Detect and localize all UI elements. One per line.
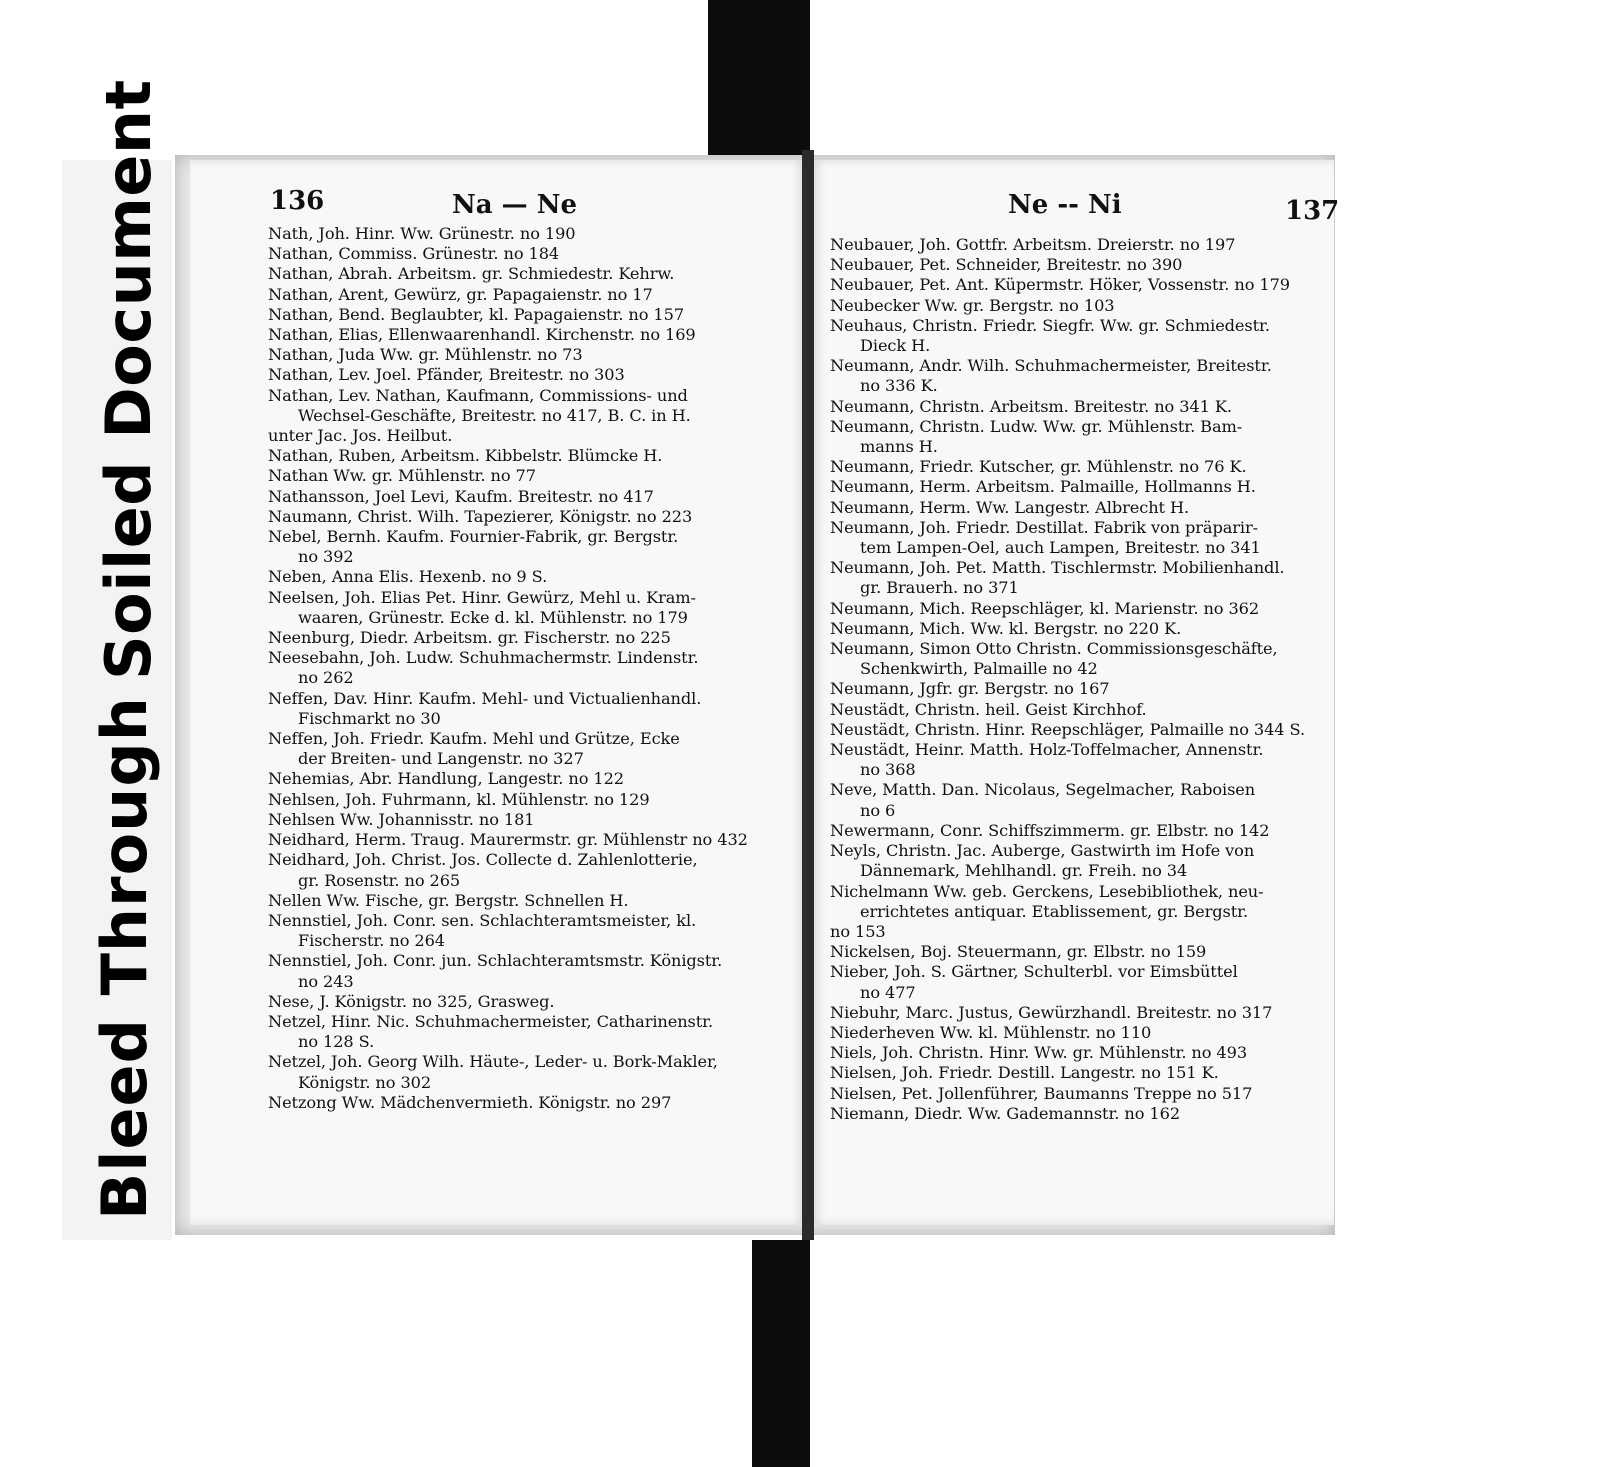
directory-entry bbox=[830, 275, 1335, 295]
entry-text: Nebel, Bernh. Kaufm. Fournier-Fabrik, gr. Bergstr. bbox=[268, 527, 679, 547]
entry-text: Neumann, Christn. Arbeitsm. Breitestr. no 341 K. bbox=[830, 396, 1232, 416]
right-page-header: Ne -- Ni bbox=[1008, 190, 1122, 220]
entry-continuation: no 368 bbox=[860, 760, 916, 780]
entry-text: Naumann, Christ. Wilh. Tapezierer, Königstr. no 223 bbox=[268, 506, 693, 526]
entry-text: Neumann, Friedr. Kutscher, gr. Mühlenstr. no 76 K. bbox=[830, 457, 1247, 477]
entry-text: Neustädt, Christn. Hinr. Reepschläger, Palmaille no 344 S. bbox=[830, 719, 1306, 739]
entry-continuation: waaren, Grünestr. Ecke d. kl. Mühlenstr. no 179 bbox=[298, 607, 688, 627]
entry-continuation: Wechsel-Geschäfte, Breitestr. no 417, B. C. in H. bbox=[298, 405, 691, 425]
entry-text: Neidhard, Herm. Traug. Maurermstr. gr. Mühlenstr no 432 bbox=[268, 830, 748, 850]
directory-entry bbox=[268, 810, 793, 830]
entry-text: Nathansson, Joel Levi, Kaufm. Breitestr. no 417 bbox=[268, 486, 654, 506]
entry-text: Neumann, Herm. Arbeitsm. Palmaille, Hollmanns H. bbox=[830, 477, 1256, 497]
left-entry-list bbox=[268, 224, 793, 1113]
directory-entry bbox=[830, 720, 1335, 740]
directory-entry bbox=[830, 942, 1335, 962]
entry-text: Nichelmann Ww. geb. Gerckens, Lesebibliothek, neu- bbox=[830, 881, 1264, 901]
directory-entry bbox=[830, 679, 1335, 699]
entry-text: Nathan, Ruben, Arbeitsm. Kibbelstr. Blümcke H. bbox=[268, 446, 663, 466]
entry-text: Nickelsen, Boj. Steuermann, gr. Elbstr. no 159 bbox=[830, 942, 1207, 962]
entry-text: Neidhard, Joh. Christ. Jos. Collecte d. Zahlenlotterie, bbox=[268, 850, 698, 870]
left-page-number: 136 bbox=[270, 186, 325, 216]
entry-text: unter Jac. Jos. Heilbut. bbox=[268, 426, 453, 446]
directory-entry bbox=[268, 345, 793, 365]
entry-text: Neubauer, Joh. Gottfr. Arbeitsm. Dreierstr. no 197 bbox=[830, 235, 1236, 254]
entry-text: Neben, Anna Elis. Hexenb. no 9 S. bbox=[268, 567, 548, 587]
entry-continuation: Dieck H. bbox=[860, 336, 931, 356]
directory-entry bbox=[830, 962, 1335, 1002]
directory-entry bbox=[268, 911, 793, 951]
directory-entry bbox=[268, 487, 793, 507]
directory-entry bbox=[830, 1043, 1335, 1063]
directory-entry bbox=[830, 518, 1335, 558]
entry-text: Nielsen, Pet. Jollenführer, Baumanns Treppe no 517 bbox=[830, 1083, 1253, 1103]
entry-text: Nehlsen Ww. Johannisstr. no 181 bbox=[268, 809, 535, 829]
right-entry-list bbox=[830, 235, 1335, 1124]
entry-text: Netzel, Joh. Georg Wilh. Häute-, Leder- u. Bork-Makler, bbox=[268, 1052, 718, 1072]
entry-text: Neumann, Simon Otto Christn. Commissionsgeschäfte, bbox=[830, 639, 1278, 659]
directory-entry bbox=[268, 1052, 793, 1092]
directory-entry bbox=[830, 457, 1335, 477]
entry-text: Neumann, Mich. Ww. kl. Bergstr. no 220 K. bbox=[830, 618, 1182, 638]
entry-continuation: der Breiten- und Langenstr. no 327 bbox=[298, 749, 584, 769]
entry-text: Neyls, Christn. Jac. Auberge, Gastwirth im Hofe von bbox=[830, 841, 1255, 861]
entry-continuation: no 6 bbox=[860, 800, 896, 820]
directory-entry bbox=[830, 477, 1335, 497]
entry-continuation: manns H. bbox=[860, 437, 938, 457]
entry-continuation: no 477 bbox=[860, 982, 916, 1002]
directory-entry bbox=[830, 619, 1335, 639]
entry-text: Newermann, Conr. Schiffszimmerm. gr. Elbstr. no 142 bbox=[830, 820, 1270, 840]
binding-tab-bottom bbox=[752, 1240, 810, 1467]
soiled-document-label: Soiled Document bbox=[92, 79, 165, 680]
directory-entry bbox=[830, 417, 1335, 457]
entry-text: Nathan, Lev. Joel. Pfänder, Breitestr. no 303 bbox=[268, 365, 625, 385]
directory-entry bbox=[830, 1104, 1335, 1124]
directory-entry bbox=[268, 264, 793, 284]
entry-continuation: gr. Brauerh. no 371 bbox=[860, 578, 1019, 598]
entry-text: Neelsen, Joh. Elias Pet. Hinr. Gewürz, Mehl u. Kram- bbox=[268, 587, 696, 607]
entry-continuation: gr. Rosenstr. no 265 bbox=[298, 870, 461, 890]
entry-continuation: Schenkwirth, Palmaille no 42 bbox=[860, 659, 1098, 679]
entry-text: Nath, Joh. Hinr. Ww. Grünestr. no 190 bbox=[268, 224, 576, 243]
directory-entry bbox=[830, 1023, 1335, 1043]
directory-entry bbox=[268, 588, 793, 628]
entry-text: Neustädt, Christn. heil. Geist Kirchhof. bbox=[830, 699, 1147, 719]
entry-text: Nieber, Joh. S. Gärtner, Schulterbl. vor Eimsbüttel bbox=[830, 962, 1238, 982]
entry-text: Nellen Ww. Fische, gr. Bergstr. Schnellen H. bbox=[268, 890, 629, 910]
entry-text: Neubauer, Pet. Schneider, Breitestr. no 390 bbox=[830, 255, 1183, 275]
directory-entry bbox=[830, 780, 1335, 820]
directory-entry bbox=[830, 599, 1335, 619]
entry-text: Netzong Ww. Mädchenvermieth. Königstr. no 297 bbox=[268, 1092, 672, 1112]
entry-continuation: Fischmarkt no 30 bbox=[298, 708, 441, 728]
directory-entry bbox=[830, 235, 1335, 255]
entry-text: Nathan, Elias, Ellenwaarenhandl. Kirchenstr. no 169 bbox=[268, 325, 696, 345]
directory-entry bbox=[268, 830, 793, 850]
directory-entry bbox=[268, 466, 793, 486]
directory-entry bbox=[268, 729, 793, 769]
directory-entry bbox=[268, 1093, 793, 1113]
entry-continuation: Königstr. no 302 bbox=[298, 1072, 432, 1092]
directory-entry bbox=[830, 740, 1335, 780]
directory-entry bbox=[268, 446, 793, 466]
directory-entry bbox=[830, 922, 1335, 942]
entry-text: Nathan Ww. gr. Mühlenstr. no 77 bbox=[268, 466, 536, 486]
entry-text: Neumann, Andr. Wilh. Schuhmachermeister, Breitestr. bbox=[830, 356, 1272, 376]
directory-entry bbox=[830, 397, 1335, 417]
entry-text: no 153 bbox=[830, 921, 886, 941]
entry-text: Nathan, Commiss. Grünestr. no 184 bbox=[268, 244, 560, 264]
directory-entry bbox=[268, 689, 793, 729]
directory-entry bbox=[268, 386, 793, 426]
directory-entry bbox=[830, 255, 1335, 275]
binding-tab-top bbox=[708, 0, 810, 160]
entry-text: Nathan, Bend. Beglaubter, kl. Papagaienstr. no 157 bbox=[268, 304, 685, 324]
directory-entry bbox=[830, 316, 1335, 356]
entry-text: Neve, Matth. Dan. Nicolaus, Segelmacher, Raboisen bbox=[830, 780, 1256, 800]
entry-text: Nehlsen, Joh. Fuhrmann, kl. Mühlenstr. no 129 bbox=[268, 789, 650, 809]
entry-text: Neubecker Ww. gr. Bergstr. no 103 bbox=[830, 295, 1115, 315]
directory-entry bbox=[830, 700, 1335, 720]
entry-text: Neumann, Christn. Ludw. Ww. gr. Mühlenstr. Bam- bbox=[830, 416, 1243, 436]
entry-text: Neuhaus, Christn. Friedr. Siegfr. Ww. gr. Schmiedestr. bbox=[830, 315, 1270, 335]
entry-text: Neffen, Joh. Friedr. Kaufm. Mehl und Grütze, Ecke bbox=[268, 729, 680, 749]
entry-text: Nathan, Abrah. Arbeitsm. gr. Schmiedestr. Kehrw. bbox=[268, 264, 675, 284]
directory-entry bbox=[268, 628, 793, 648]
directory-entry bbox=[830, 639, 1335, 679]
entry-continuation: no 336 K. bbox=[860, 376, 938, 396]
entry-text: Niemann, Diedr. Ww. Gademannstr. no 162 bbox=[830, 1103, 1181, 1123]
directory-entry bbox=[268, 769, 793, 789]
entry-text: Neumann, Joh. Pet. Matth. Tischlermstr. Mobilienhandl. bbox=[830, 558, 1285, 578]
directory-entry bbox=[268, 567, 793, 587]
directory-entry bbox=[830, 296, 1335, 316]
directory-entry bbox=[268, 365, 793, 385]
entry-continuation: tem Lampen-Oel, auch Lampen, Breitestr. no 341 bbox=[860, 538, 1261, 558]
entry-text: Nathan, Juda Ww. gr. Mühlenstr. no 73 bbox=[268, 345, 583, 365]
entry-text: Neustädt, Heinr. Matth. Holz-Toffelmacher, Annenstr. bbox=[830, 740, 1264, 760]
directory-entry bbox=[268, 426, 793, 446]
directory-entry bbox=[830, 841, 1335, 881]
entry-text: Niebuhr, Marc. Justus, Gewürzhandl. Breitestr. no 317 bbox=[830, 1002, 1273, 1022]
entry-text: Neumann, Jgfr. gr. Bergstr. no 167 bbox=[830, 679, 1110, 699]
directory-entry bbox=[830, 356, 1335, 396]
directory-entry bbox=[830, 821, 1335, 841]
entry-text: Niels, Joh. Christn. Hinr. Ww. gr. Mühlenstr. no 493 bbox=[830, 1043, 1248, 1063]
book-gutter bbox=[802, 150, 814, 1240]
entry-text: Neumann, Herm. Ww. Langestr. Albrecht H. bbox=[830, 497, 1190, 517]
directory-entry bbox=[268, 305, 793, 325]
directory-entry bbox=[268, 507, 793, 527]
entry-continuation: errichtetes antiquar. Etablissement, gr. Bergstr. bbox=[860, 901, 1249, 921]
directory-entry bbox=[268, 325, 793, 345]
directory-entry bbox=[268, 992, 793, 1012]
entry-continuation: no 128 S. bbox=[298, 1032, 375, 1052]
entry-continuation: no 392 bbox=[298, 547, 354, 567]
directory-entry bbox=[830, 1003, 1335, 1023]
directory-entry bbox=[268, 285, 793, 305]
directory-entry bbox=[268, 951, 793, 991]
directory-entry bbox=[830, 1063, 1335, 1083]
entry-text: Neubauer, Pet. Ant. Küpermstr. Höker, Vossenstr. no 179 bbox=[830, 275, 1290, 295]
directory-entry bbox=[268, 790, 793, 810]
directory-entry bbox=[830, 558, 1335, 598]
entry-text: Neumann, Joh. Friedr. Destillat. Fabrik von präparir- bbox=[830, 517, 1259, 537]
directory-entry bbox=[830, 882, 1335, 922]
entry-text: Neesebahn, Joh. Ludw. Schuhmachermstr. Lindenstr. bbox=[268, 648, 699, 668]
entry-text: Neumann, Mich. Reepschläger, kl. Marienstr. no 362 bbox=[830, 598, 1260, 618]
entry-continuation: no 243 bbox=[298, 971, 354, 991]
directory-entry bbox=[268, 244, 793, 264]
directory-entry bbox=[268, 891, 793, 911]
directory-entry bbox=[268, 850, 793, 890]
entry-continuation: no 262 bbox=[298, 668, 354, 688]
directory-entry bbox=[268, 648, 793, 688]
entry-text: Nennstiel, Joh. Conr. jun. Schlachteramtsmstr. Königstr. bbox=[268, 951, 723, 971]
entry-continuation: Fischerstr. no 264 bbox=[298, 931, 446, 951]
entry-text: Netzel, Hinr. Nic. Schuhmachermeister, Catharinenstr. bbox=[268, 1011, 714, 1031]
entry-text: Nehemias, Abr. Handlung, Langestr. no 122 bbox=[268, 769, 625, 789]
right-page-number: 137 bbox=[1285, 196, 1340, 226]
entry-text: Nennstiel, Joh. Conr. sen. Schlachteramtsmeister, kl. bbox=[268, 910, 697, 930]
entry-text: Niederheven Ww. kl. Mühlenstr. no 110 bbox=[830, 1022, 1152, 1042]
entry-text: Neffen, Dav. Hinr. Kaufm. Mehl- und Victualienhandl. bbox=[268, 688, 702, 708]
entry-text: Neenburg, Diedr. Arbeitsm. gr. Fischerstr. no 225 bbox=[268, 628, 671, 648]
directory-entry bbox=[830, 498, 1335, 518]
entry-continuation: Dännemark, Mehlhandl. gr. Freih. no 34 bbox=[860, 861, 1188, 881]
bleed-through-label: Bleed Through bbox=[88, 696, 161, 1220]
directory-entry bbox=[830, 1084, 1335, 1104]
directory-entry bbox=[268, 1012, 793, 1052]
directory-entry bbox=[268, 527, 793, 567]
left-page-header: Na — Ne bbox=[452, 190, 578, 220]
entry-text: Nathan, Arent, Gewürz, gr. Papagaienstr. no 17 bbox=[268, 284, 653, 304]
directory-entry bbox=[268, 224, 793, 244]
entry-text: Nathan, Lev. Nathan, Kaufmann, Commissions- und bbox=[268, 385, 688, 405]
entry-text: Nielsen, Joh. Friedr. Destill. Langestr. no 151 K. bbox=[830, 1063, 1219, 1083]
entry-text: Nese, J. Königstr. no 325, Grasweg. bbox=[268, 991, 555, 1011]
